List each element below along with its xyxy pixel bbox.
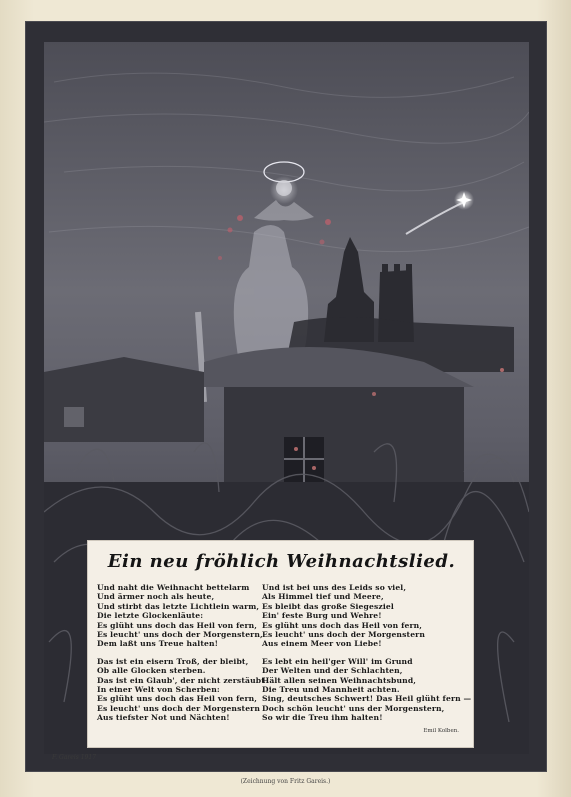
verse-line: Dem laßt uns Treue halten! [97,639,219,649]
verse-line: Der Welten und der Schlachten, [262,666,403,676]
verse-line: Als Himmel tief und Meere, [262,592,384,602]
verse-line: Und naht die Weihnacht bettelarm [97,583,250,592]
verse-line: Hält allen seinen Weihnachtsbund, [262,675,417,685]
rose-blossom [372,392,376,396]
verse-line: Das ist ein Glaub', der nicht zerstäubt [97,675,265,685]
verse-line: Es leucht' uns doch der Morgenstern, [97,630,263,640]
rose-blossom [500,368,504,372]
verse-line: Es lebt ein heil'ger Will' im Grund [262,656,413,666]
verse-line: Es glüht uns doch das Heil von fern, [262,620,423,630]
poem-author: Emil Kolben. [423,728,459,734]
verse-line: Das ist ein eisern Troß, der bleibt, [97,656,249,666]
illustration-caption: (Zeichnung von Fritz Gareis.) [240,778,331,785]
poem-panel [87,540,474,748]
verse-line: Die Treu und Mannheit achten. [262,685,400,695]
poem-column-left [97,583,267,731]
verse-line: Ein' feste Burg und Wehre! [262,611,382,621]
stanza [97,657,267,723]
verse-line: Und ist bei uns des Leids so viel, [262,583,407,592]
verse-line: Aus einem Meer von Liebe! [262,639,382,649]
verse-line: Sing, deutsches Schwert! Das Heil glüht fern — [262,694,472,704]
verse-line: Die letzte Glockenläute: [97,611,204,621]
verse-line: Und stirbt das letzte Lichtlein warm, [97,601,260,611]
stanza [262,583,432,649]
verse-line: Es bleibt das große Siegesziel [262,601,394,611]
poem-title: Ein neu fröhlich Weihnachtslied. [107,551,456,572]
stanza [97,583,267,649]
verse-line: Es glüht uns doch das Heil von fern, [97,694,258,704]
verse-line: Es leucht' uns doch der Morgenstern [262,630,425,640]
verse-line: Es leucht' uns doch der Morgenstern [97,703,260,713]
verse-line: Und ärmer noch als heute, [97,592,215,602]
stanza [262,656,472,723]
verse-line: Doch schön leucht' uns der Morgenstern, [262,703,445,713]
artist-signature: F. Gareis 1917 [52,754,97,761]
verse-line: In einer Welt von Scherben: [97,685,220,695]
verse-line: Aus tiefster Not und Nächten! [97,713,230,723]
verse-line: Ob alle Glocken sterben. [97,666,206,676]
verse-line: So wir die Treu ihm halten! [262,713,383,723]
verse-line: Es glüht uns doch das Heil von fern, [97,620,258,630]
